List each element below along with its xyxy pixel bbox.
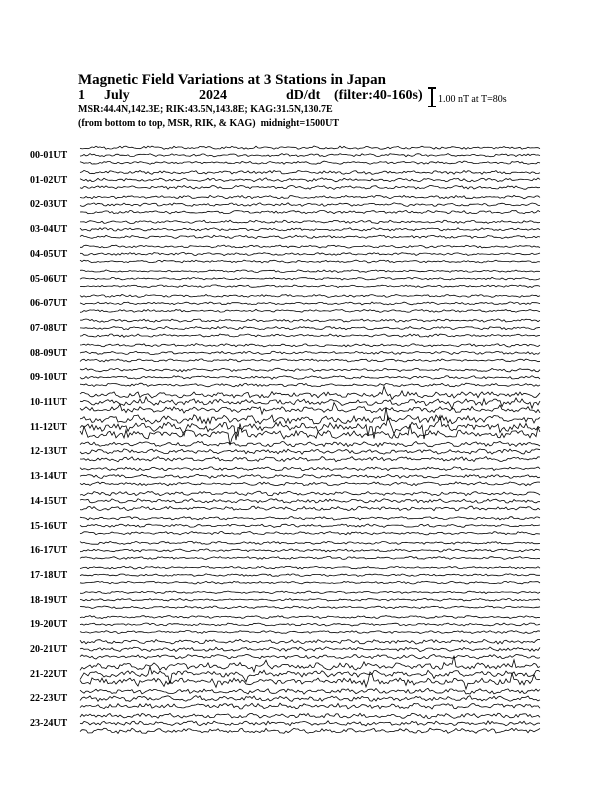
trace-03-04UT-MSR (80, 235, 540, 238)
trace-02-03UT-KAG (80, 195, 540, 198)
trace-03-04UT-KAG (80, 220, 540, 223)
row-label-19-20UT: 19-20UT (30, 619, 68, 631)
row-label-04-05UT: 04-05UT (30, 248, 68, 260)
trace-08-09UT-MSR (80, 359, 540, 362)
trace-15-16UT-KAG (80, 517, 540, 520)
trace-23-24UT-RIK (80, 721, 540, 726)
trace-17-18UT-RIK (80, 574, 540, 577)
trace-01-02UT-KAG (80, 170, 540, 174)
station-coordinates: MSR:44.4N,142.3E; RIK:43.5N,143.8E; KAG:31.5N,130.7E (78, 104, 333, 115)
trace-10-11UT-RIK (80, 397, 540, 409)
trace-12-13UT-KAG (80, 441, 540, 446)
filter-label: (filter:40-160s) (334, 88, 423, 103)
trace-15-16UT-MSR (80, 532, 540, 535)
row-label-02-03UT: 02-03UT (30, 199, 68, 211)
row-label-01-02UT: 01-02UT (30, 174, 68, 186)
row-label-00-01UT: 00-01UT (30, 150, 68, 161)
trace-06-07UT-MSR (80, 309, 540, 312)
trace-19-20UT-KAG (80, 616, 540, 619)
chart-title: Magnetic Field Variations at 3 Stations in Japan (78, 72, 386, 88)
trace-07-08UT-MSR (80, 334, 540, 337)
trace-00-01UT-MSR (80, 161, 540, 164)
order-note: (from bottom to top, MSR, RIK, & KAG) (78, 118, 256, 129)
trace-00-01UT-KAG (80, 146, 540, 149)
trace-09-10UT-RIK (80, 376, 540, 380)
trace-18-19UT-RIK (80, 599, 540, 602)
trace-10-11UT-KAG (80, 386, 540, 399)
trace-08-09UT-KAG (80, 344, 540, 347)
trace-05-06UT-KAG (80, 270, 540, 273)
row-label-12-13UT: 12-13UT (30, 446, 68, 458)
trace-23-24UT-KAG (80, 713, 540, 718)
trace-04-05UT-KAG (80, 245, 540, 248)
trace-17-18UT-MSR (80, 581, 540, 584)
row-label-16-17UT: 16-17UT (30, 545, 68, 557)
trace-13-14UT-RIK (80, 474, 540, 478)
trace-14-15UT-KAG (80, 491, 540, 495)
trace-16-17UT-MSR (80, 556, 540, 559)
date-month: July (104, 88, 130, 103)
row-label-07-08UT: 07-08UT (30, 322, 68, 334)
trace-12-13UT-MSR (80, 457, 540, 462)
trace-06-07UT-RIK (80, 302, 540, 305)
trace-22-23UT-KAG (80, 688, 540, 694)
trace-18-19UT-KAG (80, 591, 540, 594)
trace-17-18UT-KAG (80, 566, 540, 569)
row-label-10-11UT: 10-11UT (30, 397, 67, 408)
trace-03-04UT-RIK (80, 228, 540, 231)
trace-09-10UT-KAG (80, 368, 540, 372)
trace-13-14UT-KAG (80, 467, 540, 471)
trace-22-23UT-RIK (80, 696, 540, 702)
trace-19-20UT-RIK (80, 623, 540, 626)
trace-14-15UT-MSR (80, 506, 540, 511)
row-label-06-07UT: 06-07UT (30, 298, 68, 310)
trace-04-05UT-RIK (80, 253, 540, 256)
trace-16-17UT-RIK (80, 549, 540, 552)
trace-22-23UT-MSR (80, 703, 540, 709)
trace-07-08UT-KAG (80, 319, 540, 322)
row-label-05-06UT: 05-06UT (30, 273, 68, 285)
row-label-11-12UT: 11-12UT (30, 421, 67, 433)
row-label-21-22UT: 21-22UT (30, 668, 68, 680)
trace-20-21UT-KAG (80, 639, 540, 644)
trace-15-16UT-RIK (80, 524, 540, 527)
trace-01-02UT-MSR (80, 185, 540, 189)
trace-07-08UT-RIK (80, 327, 540, 330)
trace-08-09UT-RIK (80, 351, 540, 354)
row-label-13-14UT: 13-14UT (30, 471, 68, 483)
row-label-14-15UT: 14-15UT (30, 495, 68, 507)
trace-20-21UT-MSR (80, 655, 540, 660)
row-label-23-24UT: 23-24UT (30, 718, 68, 730)
trace-01-02UT-RIK (80, 178, 540, 182)
row-label-08-09UT: 08-09UT (30, 347, 68, 359)
row-label-03-04UT: 03-04UT (30, 224, 68, 236)
trace-05-06UT-RIK (80, 277, 540, 280)
date-day: 1 (78, 88, 85, 103)
row-label-20-21UT: 20-21UT (30, 644, 68, 655)
trace-19-20UT-MSR (80, 631, 540, 634)
trace-18-19UT-MSR (80, 606, 540, 609)
trace-09-10UT-MSR (80, 383, 540, 387)
trace-02-03UT-MSR (80, 210, 540, 214)
trace-14-15UT-RIK (80, 499, 540, 503)
trace-11-12UT-KAG (80, 407, 540, 424)
trace-00-01UT-RIK (80, 154, 540, 157)
trace-02-03UT-RIK (80, 203, 540, 207)
trace-16-17UT-KAG (80, 541, 540, 544)
scale-label: 1.00 nT at T=80s (438, 94, 507, 105)
row-label-18-19UT: 18-19UT (30, 594, 68, 606)
component-label: dD/dt (286, 88, 321, 103)
trace-13-14UT-MSR (80, 482, 540, 486)
midnight-note: midnight=1500UT (260, 118, 340, 129)
row-label-22-23UT: 22-23UT (30, 693, 68, 705)
row-label-09-10UT: 09-10UT (30, 372, 68, 384)
date-year: 2024 (199, 88, 227, 103)
row-label-15-16UT: 15-16UT (30, 520, 68, 532)
trace-20-21UT-RIK (80, 647, 540, 652)
trace-06-07UT-KAG (80, 295, 540, 298)
trace-12-13UT-RIK (80, 449, 540, 454)
trace-23-24UT-MSR (80, 728, 540, 733)
trace-05-06UT-MSR (80, 285, 540, 288)
row-label-17-18UT: 17-18UT (30, 569, 68, 581)
trace-04-05UT-MSR (80, 260, 540, 263)
